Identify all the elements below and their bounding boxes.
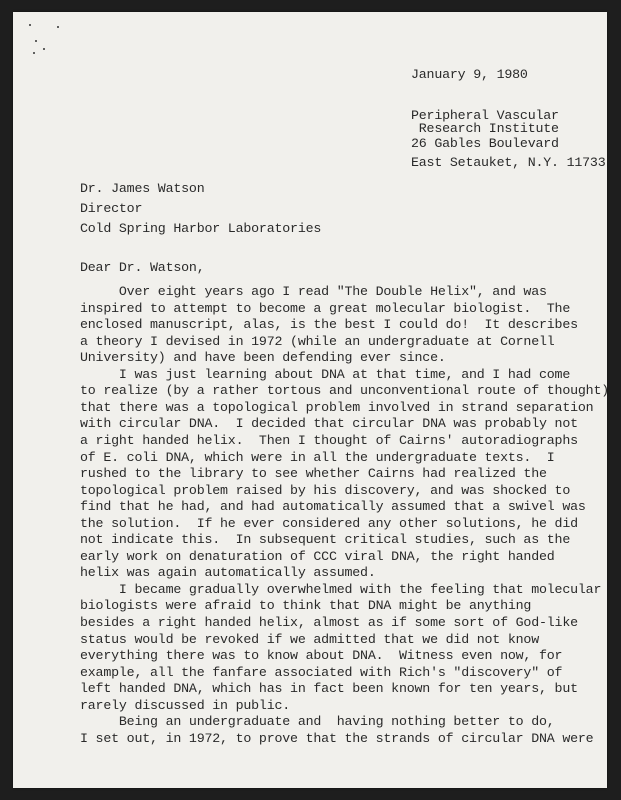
body-line: rarely discussed in public.: [80, 697, 291, 713]
paper-speck: [33, 52, 35, 54]
body-line: inspired to attempt to become a great molecular biologist. The: [80, 300, 571, 316]
body-line: Being an undergraduate and having nothing better to do,: [80, 714, 555, 730]
body-line: left handed DNA, which has in fact been known for ten years, but: [80, 681, 578, 697]
body-line: early work on denaturation of CCC viral DNA, the right handed: [80, 548, 555, 564]
body-line: example, all the fanfare associated with Rich's "discovery" of: [80, 664, 563, 680]
paper-speck: [29, 24, 31, 26]
address-line: 26 Gables Boulevard: [411, 136, 559, 151]
body-line: not indicate this. In subsequent critical studies, such as the: [80, 532, 571, 548]
letter-date: January 9, 1980: [411, 67, 528, 82]
body-line: helix was again automatically assumed.: [80, 565, 376, 581]
paper-speck: [57, 26, 59, 28]
recipient-line: Dr. James Watson: [80, 181, 205, 196]
body-line: University) and have been defending ever since.: [80, 350, 446, 366]
address-line: Research Institute: [411, 121, 559, 136]
recipient-line: Director: [80, 201, 143, 216]
body-line: rushed to the library to see whether Cairns had realized the: [80, 466, 547, 482]
body-line: Over eight years ago I read "The Double Helix", and was: [80, 284, 547, 299]
body-line: biologists were afraid to think that DNA might be anything: [80, 598, 532, 614]
body-line: a right handed helix. Then I thought of Cairns' autoradiographs: [80, 432, 578, 448]
body-line: status would be revoked if we admitted that we did not know: [80, 631, 539, 647]
recipient-line: Cold Spring Harbor Laboratories: [80, 221, 322, 236]
body-line: with circular DNA. I decided that circular DNA was probably not: [80, 416, 578, 432]
body-line: enclosed manuscript, alas, is the best I could do! It describes: [80, 317, 578, 333]
body-line: everything there was to know about DNA. Witness even now, for: [80, 648, 563, 664]
body-line: besides a right handed helix, almost as if some sort of God-like: [80, 615, 578, 630]
body-line: that there was a topological problem involved in strand separation: [80, 399, 594, 415]
body-line: I set out, in 1972, to prove that the strands of circular DNA were: [80, 730, 594, 746]
body-line: find that he had, and had automatically assumed that a swivel was: [80, 499, 586, 515]
address-line: East Setauket, N.Y. 11733: [411, 155, 606, 170]
body-line: I became gradually overwhelmed with the feeling that molecular: [80, 581, 602, 597]
body-line: I was just learning about DNA at that time, and I had come: [80, 366, 571, 382]
body-line: of E. coli DNA, which were in all the undergraduate texts. I: [80, 449, 555, 465]
body-line: topological problem raised by his discovery, and was shocked to: [80, 482, 571, 498]
paper-speck: [35, 40, 37, 42]
address-line: Peripheral Vascular: [411, 108, 559, 123]
body-line: a theory I devised in 1972 (while an undergraduate at Cornell: [80, 333, 555, 349]
paper-speck: [43, 48, 45, 50]
salutation: Dear Dr. Watson,: [80, 260, 205, 275]
body-line: to realize (by a rather tortous and unconventional route of thought): [80, 383, 610, 399]
body-line: the solution. If he ever considered any other solutions, he did: [80, 515, 578, 531]
